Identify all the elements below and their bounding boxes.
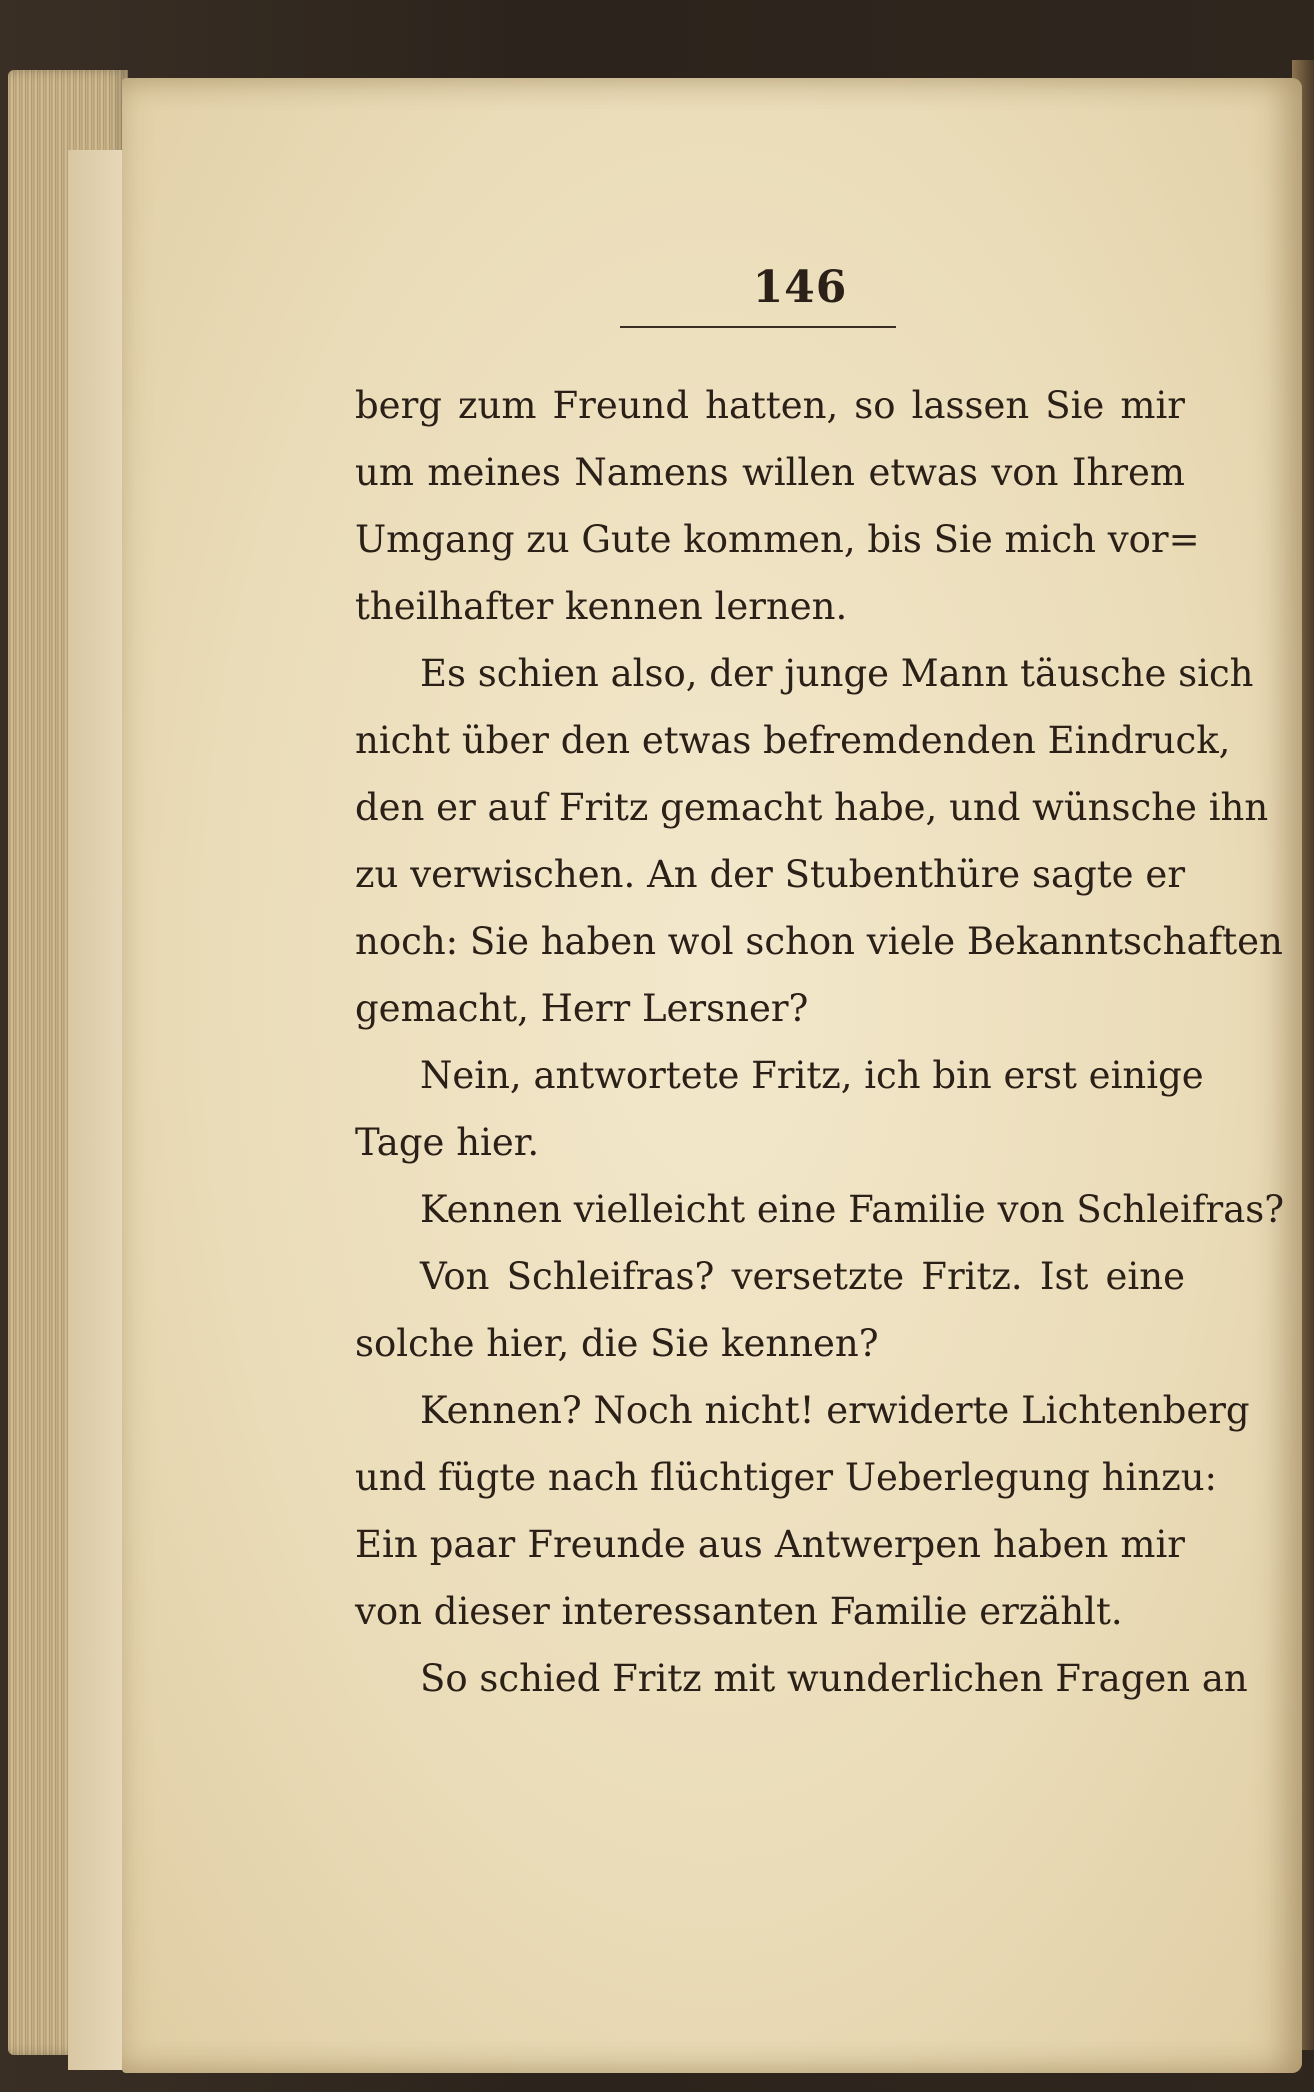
text-line: theilhafter kennen lernen.: [355, 585, 848, 628]
text-line: Es schien also, der junge Mann täusche sich: [420, 652, 1254, 695]
text-line: und fügte nach flüchtiger Ueberlegung hinzu:: [355, 1456, 1217, 1499]
text-line: berg zum Freund hatten, so lassen Sie mir: [355, 384, 1185, 427]
text-line: Kennen vielleicht eine Familie von Schleifras?: [420, 1188, 1285, 1231]
text-line: Von Schleifras? versetzte Fritz. Ist eine: [420, 1255, 1185, 1298]
page-number: 146: [752, 262, 848, 313]
text-line: Nein, antwortete Fritz, ich bin erst einige: [420, 1054, 1204, 1097]
header-rule: [620, 326, 896, 328]
text-line: nicht über den etwas befremdenden Eindruck,: [355, 719, 1231, 762]
text-line: Kennen? Noch nicht! erwiderte Lichtenberg: [420, 1389, 1250, 1432]
page-edges: [8, 70, 128, 2055]
text-line: von dieser interessanten Familie erzählt.: [355, 1590, 1123, 1633]
text-line: den er auf Fritz gemacht habe, und wünsche ihn: [355, 786, 1269, 829]
text-line: Umgang zu Gute kommen, bis Sie mich vor=: [355, 518, 1200, 561]
text-line: So schied Fritz mit wunderlichen Fragen an: [420, 1657, 1248, 1700]
text-line: um meines Namens willen etwas von Ihrem: [355, 451, 1185, 494]
text-line: Ein paar Freunde aus Antwerpen haben mir: [355, 1523, 1185, 1566]
text-line: Tage hier.: [355, 1121, 540, 1164]
text-line: noch: Sie haben wol schon viele Bekanntschaften: [355, 920, 1283, 963]
text-line: solche hier, die Sie kennen?: [355, 1322, 879, 1365]
text-line: gemacht, Herr Lersner?: [355, 987, 809, 1030]
text-line: zu verwischen. An der Stubenthüre sagte er: [355, 853, 1185, 896]
page-text: [355, 372, 1285, 1712]
